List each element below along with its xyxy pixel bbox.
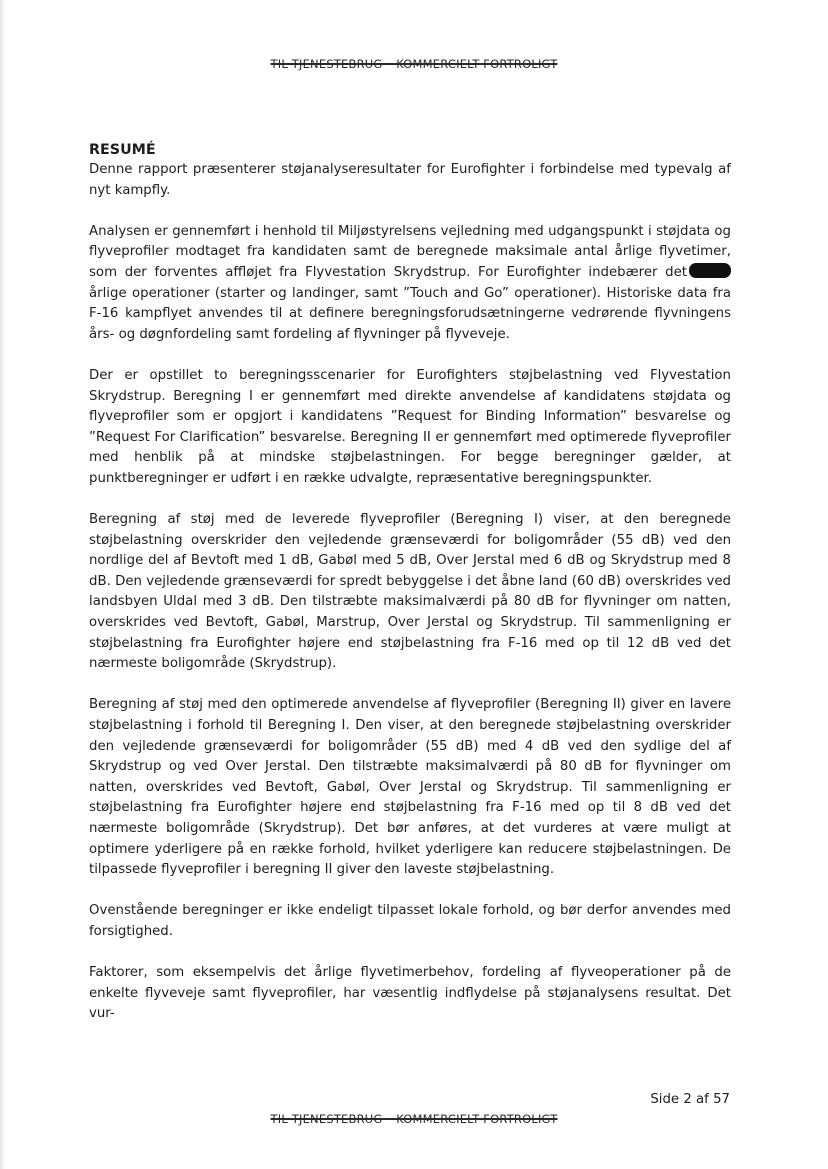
paragraph-calculation-two: Beregning af støj med den optimerede anvendelse af flyveprofiler (Beregning II) giver en lavere støjbelastning i forhold til Beregning I. Den viser, at den beregnede støjbelastning overskrider den vejledende grænseværdi for boligområder (55 dB) med 4 dB ved den sydlige del af Skrydstrup og ved Over Jerstal. Den tilstræbte maksimalværdi på 80 dB for flyvninger om natten, overskrides ved Bevtoft, Gabøl, Over Jerstal og Skrydstrup. Til sammenligning er støjbelastning fra Eurofighter højere end støjbelastning fra F-16 med op til 8 dB ved det nærmeste boligområde (Skrydstrup). Det bør anføres, at det vurderes at være muligt at optimere yderligere på en række forhold, hvilket yderligere kan reducere støjbelastningen. De tilpassede flyveprofiler i beregning II giver den laveste støjbelastning. (89, 697, 731, 878)
paragraph-factors: Faktorer, som eksempelvis det årlige flyvetimerbehov, fordeling af flyveoperationer på de enkelte flyveveje samt flyveprofiler, har væsentlig indflydelse på støjanalysens resultat. Det vur- (89, 965, 731, 1022)
footer-classification-marking: TIL TJENESTEBRUG – KOMMERCIELT FORTROLIGT (270, 1112, 558, 1126)
paragraph-scenarios: Der er opstillet to beregningsscenarier for Eurofighters støjbelastning ved Flyvestation Skrydstrup. Beregning I er gennemført med direkte anvendelse af kandidatens støjdata og flyveprofiler som er opgjort i kandidatens ”Request for Binding Information” besvarelse og ”Request For Clarification” besvarelse. Beregning II er gennemført med optimerede flyveprofiler med henblik på at mindske støjbelastningen. For begge beregninger gælder, at punktberegninger er udført i en række udvalgte, repræsentative beregningspunkter. (89, 367, 731, 486)
section-title-resume: RESUMÉ (89, 142, 156, 158)
paragraph-analysis-text-before: Analysen er gennemført i henhold til Miljøstyrelsens vejledning med udgangspunkt i støjdata og flyveprofiler modtaget fra kandidaten samt de beregnede maksimale antal årlige flyvetimer, som der forventes affløjet fra Flyvestation Skrydstrup. For Eurofighter indebærer det (89, 223, 731, 280)
page-edge-shadow (0, 0, 5, 1169)
paragraph-analysis-basis (89, 222, 731, 346)
paragraph-intro: Denne rapport præsenterer støjanalyseresultater for Eurofighter i forbindelse med typevalg af nyt kampfly. (89, 162, 731, 198)
paragraph-caution: Ovenstående beregninger er ikke endeligt tilpasset lokale forhold, og bør derfor anvendes med forsigtighed. (89, 903, 731, 939)
page-number: Side 2 af 57 (650, 1092, 730, 1107)
document-body (89, 140, 731, 1046)
paragraph-calculation-one: Beregning af støj med de leverede flyveprofiler (Beregning I) viser, at den beregnede støjbelastning overskrider den vejledende grænseværdi for boligområder (55 dB) ved den nordlige del af Bevtoft med 1 dB, Gabøl med 5 dB, Over Jerstal med 6 dB og Skrydstrup med 8 dB. Den vejledende grænseværdi for spredt bebyggelse i det åbne land (60 dB) overskrides ved landsbyen Uldal med 3 dB. Den tilstræbte maksimalværdi på 80 dB for flyvninger om natten, overskrides ved Bevtoft, Gabøl, Marstrup, Over Jerstal og Skrydstrup. Til sammenligning er støjbelastning fra Eurofighter højere end støjbelastning fra F-16 med op til 12 dB ved det nærmeste boligområde (Skrydstrup). (89, 512, 731, 672)
paragraph-analysis-text-after: årlige operationer (starter og landinger, samt ”Touch and Go” operationer). Historiske data fra F-16 kampflyet anvendes til at definere beregningsforudsætningerne vedrørende flyvningens års- og døgnfordeling samt fordeling af flyvninger på flyveveje. (89, 285, 731, 342)
header-classification-marking: TIL TJENESTEBRUG – KOMMERCIELT FORTROLIGT (270, 57, 558, 71)
redaction-block (689, 263, 731, 278)
